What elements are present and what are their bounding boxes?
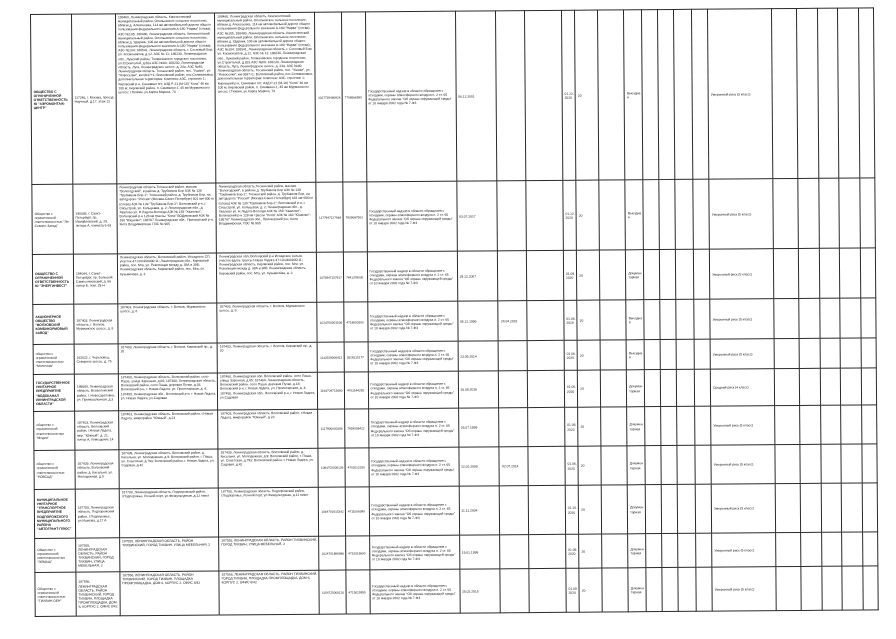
- cell-control-type: Государственный надзор в области обращения с отходами, охраны атмосферного воздуха п. 2 ст. 65 Федерального закона "Об охране окружающей среды" от 10 января 2002 года № 7-ФЗ: [367, 251, 457, 302]
- cell-start-date: 01.09.2020: [566, 568, 580, 612]
- cell-object-address: 188460, Ленинградская область, Кингисеппский муниципальный район, Опольевское сельское поселение, вблизи д. Алексеевка, 114 км автомобильной дороги общего пользования федерального значения А-180 "Нарва" (слева), АЗС №105, 188480, Ленинградская область, Кингисеппский муниципальный район, Опольевское сельское поселение, вблизи д. Ударник, 106 км автомобильной дороги общего пользования федерального значения А-180 "Нарва" (слева), АЗС №104; 188541, Ленинградская область, г. Сосновый Бор, ул. Космонавтов, д.12, АЗС № 11; 188230, Ленинградская обл., Лужский район, Толмачёвское городское поселение, ул.Строителей, д.82а АЗС №60; 188230, Ленинградская область, Луга, Ленинградское шоссе, д. 24а, АЗС №40; Ленинградская область, Тосненский район, пос. "Ушаки", ул. "Новоселки", км 0837+1; Волховский район, пос.Селивановка, дополнительная территория: Комплекс АЗС, строение 1; Кировский р-н, Синявино пгт, АЗД Р-21 (М-18) "Кола" 46 км 100 м; Кировский район, п. Синявино-1, 45 км Мурманского шоссе; г.Тихвин, ул.Карла Маркса, 74: [215, 12, 317, 183]
- cell-start-date: 01.09.2020: [566, 534, 580, 568]
- cell-inn: 3528215177: [344, 342, 368, 372]
- cell-prev-check: [498, 251, 527, 301]
- cell-empty: [599, 180, 626, 250]
- cell-days: 20: [579, 534, 602, 568]
- cell-empty: [600, 407, 627, 446]
- cell-empty: [771, 8, 798, 178]
- cell-reg-date: 23.05.2014: [458, 341, 499, 371]
- cell-empty: [838, 8, 860, 178]
- cell-name: ГОСУДАРСТВЕННОЕ УНИТАРНОЕ ПРЕДПРИЯТИЕ "ВОДОКАНАЛ ЛЕНИНГРАДСКОЙ ОБЛАСТИ": [33, 374, 74, 411]
- cell-empty: [602, 568, 629, 612]
- cell-empty: [862, 483, 878, 532]
- cell-empty: [597, 10, 625, 180]
- cell-form: Документарная: [627, 370, 645, 407]
- table-row: [34, 444, 877, 490]
- cell-empty: [858, 8, 875, 178]
- cell-empty: [660, 339, 677, 369]
- cell-actual-address: Ленинградская область,Тосненский район, массив "Вологодский", в районе д. Трубников Бор АЗК № 138 "Трубников Бор-1"; Тосненский район, д. Трубников Бор, на автодороге "Россия" (Москва-Санкт-Петербург) 601 км+800 м (слева) АЗК № 139 "Трубников Бор-2"; Волховский р-н, г. Сясьстрой, ул. Кольцевая, д. 2; Ленинградская обл., д. Хвалово ул. Н.Ладога-Вологда АЗК № 159 "Хвалово"; Волховский р-н 128 км трассы "Кола" ВОДиковский АЗК № 160 "Юшково"; 188767 Ленинградская обл., Приозерский р-н, Кюта Владимирская, ПЗС № 905: [117, 183, 217, 254]
- cell-empty: [797, 8, 819, 178]
- cell-empty: [840, 338, 861, 368]
- table-row: [32, 178, 876, 255]
- cell-empty: [839, 248, 860, 298]
- cell-empty: [643, 300, 660, 340]
- cell-empty: [660, 369, 677, 406]
- cell-start-date: 01.10.2020: [565, 485, 579, 534]
- cell-empty: [696, 567, 713, 611]
- cell-empty: [677, 369, 695, 406]
- cell-start-date: 01.12.2020: [561, 10, 576, 180]
- cell-object-address: 187403, Ленинградская область, Волховский район, г.Новая Ладога, микрорайон "Южный", д.23: [218, 409, 319, 449]
- cell-empty: [775, 532, 801, 566]
- cell-start-date: 01.06.2020: [564, 340, 578, 370]
- cell-empty: [676, 249, 694, 299]
- cell-empty: [526, 250, 563, 300]
- cell-empty: [675, 179, 693, 249]
- cell-prev-check: [499, 371, 528, 408]
- cell-empty: [775, 483, 801, 532]
- cell-empty: [599, 300, 626, 340]
- cell-control-type: Государственный надзор в области обращения с отходами, охраны атмосферного воздуха п. 2 ст. 65 Федерального закона "Об охране окружающей среды" от 10 января 2002 года № 7-ФЗ: [367, 301, 457, 342]
- cell-ogrn: 1024700001536: [317, 302, 344, 342]
- cell-inn: 7706566590: [341, 12, 366, 182]
- cell-empty: [529, 534, 566, 568]
- cell-empty: [861, 405, 877, 444]
- cell-empty: [693, 249, 710, 299]
- cell-actual-address: 188460, Ленинградская область, Кингисеппский муниципальный район, Опольевское сельское поселение, вблизи д. Алексеевка, 114 км автомобильной дороги общего пользования федерального значения А-180 "Нарва" (слева), АЗС №105; 188480, Ленинградская область, Кингисеппский муниципальный район, Опольевское сельское поселение, вблизи д. Ударник, 106 км автомобильной дороги общего пользования федерального значения А-180 "Нарва" (слева), АЗС №104; 188541, Ленинградская область, г. Сосновый Бор, ул. Космонавтов, д.12, АЗС № 11; 188230, Ленинградская обл., Лужский район, Толмачёвское городское поселение, ул.Строителей, д.82а АЗС №60; 188230, Ленинградская область, Луга, Ленинградское шоссе, д. 24а, АЗС №40; Ленинградская область, Тосненский район, пос. "Ушаки", ул. "Новоселки", км 0837+1; Волховский район, пос.Селивановка, дополнительная территория: Комплекс АЗС, строение 1; Кировский р-н, Синявино пгт, АЗД Р-21 (М-18) "Кола" 46 км 100 м; Кировский район, п. Синявино-1, 45 км Мурманского шоссе; г.Тихвин, ул.Карла Маркса, 74: [115, 13, 216, 184]
- cell-empty: [819, 298, 840, 338]
- table-row: [34, 405, 877, 451]
- cell-days: 20: [578, 446, 601, 485]
- cell-empty: [821, 483, 842, 532]
- cell-legal-address: 194044, г. Санкт-Петербург, пр. Большой Сампсониевский, д. 66 литер Б, пом. 29-Н: [73, 254, 117, 304]
- cell-prev-check: [496, 11, 526, 181]
- cell-name: ОБЩЕСТВО С ОГРАНИЧЕННОЙ ОТВЕТСТВЕННОСТЬЮ "АЭРОМОНТАЖ-ЦЕНТР": [31, 14, 73, 184]
- cell-ogrn: 1154725000120: [319, 570, 346, 614]
- cell-empty: [821, 566, 842, 610]
- cell-empty: [677, 445, 695, 484]
- cell-empty: [821, 532, 842, 566]
- cell-actual-address: 187460, Ленинградская область, Волховский район, село Паша, улица Заречная, д.65; 187460, Ленинградская область, Волховский район, село Паша, деревня Пучки, д.18; Волховский р-н, г. Новая Ладога, ул. Пролетарская, д. 4; 187450, Ленинградская обл., Волховский р-н, г. Новая Ладога, ул. Новая Ладога, ул.Садовая: [118, 373, 218, 411]
- cell-empty: [842, 566, 863, 610]
- cell-empty: [661, 406, 678, 445]
- cell-empty: [527, 340, 564, 370]
- cell-actual-address: 187439, Ленинградская область, Волховский район, д. Кисельня, ул. Молодежная, д.9; Волховский район, г. Паша, ул. Советская, д.79а; Волховский район, г. Новая Ладога, ул. Садовая, д.42: [119, 449, 219, 489]
- cell-actual-address: 187403, Ленинградская область, Волховский район, г.Новая Ладога, микрорайон "Южный", д.23: [119, 410, 219, 450]
- cell-empty: [820, 338, 841, 368]
- table-row: [35, 566, 878, 617]
- cell-empty: [645, 446, 662, 485]
- cell-ogrn: 1143528006412: [317, 342, 344, 372]
- cell-actual-address: 187555, ЛЕНИНГРАДСКАЯ ОБЛАСТЬ, РАЙОН ТИХВИНСКИЙ, ГОРОД ТИХВИН, УЛИЦА МЕБЕЛЬНАЯ, 2: [120, 537, 219, 572]
- cell-prev-check: [500, 569, 529, 613]
- cell-inn: 4715029955: [346, 570, 370, 614]
- cell-ogrn: 1075847157917: [317, 252, 344, 302]
- cell-empty: [801, 532, 822, 566]
- cell-empty: [674, 9, 693, 179]
- cell-risk: Умеренный риск (5 класс): [709, 179, 773, 249]
- cell-empty: [820, 444, 841, 483]
- cell-reg-date: 26.07.1999: [458, 408, 499, 447]
- cell-empty: [772, 178, 798, 248]
- cell-object-address: 187780, Ленинградская область, Подпорожский район, г.Подпорожье, Речной порт, ул.Физкультурная, д.12 пикет: [218, 487, 319, 537]
- cell-control-type: Государственный надзор в области обращения с отходами, охраны атмосферного воздуха п. 2 ст. 65 Федерального закона "Об охране окружающей среды" от 10 января 2002 года № 7-ФЗ: [368, 341, 458, 372]
- cell-empty: [660, 299, 677, 339]
- cell-empty: [773, 248, 799, 298]
- cell-empty: [694, 339, 711, 369]
- cell-object-address: 187556, ЛЕНИНГРАДСКАЯ ОБЛАСТЬ, РАЙОН ТИХВИНСКИЙ, ГОРОД ТИХВИН, ПЛОЩАДКА ПРОМПЛОЩАДКА, ДОМ 6, КОРПУС 2, ОФИС 8/42: [219, 570, 320, 615]
- cell-name: общество с ограниченной ответственностью "Медиа": [34, 411, 75, 450]
- cell-empty: [800, 444, 821, 483]
- cell-reg-date: 11.11.2004: [459, 486, 500, 535]
- cell-control-type: Государственный надзор в области обращения с отходами, охраны атмосферного воздуха п. 2 ст. 65 Федерального закона "Об охране окружающей среды" от 10 января 2002 года № 7-ФЗ: [368, 408, 458, 448]
- cell-legal-address: 117246, г. Москва, проезд Научный, д.17, этаж 12: [71, 14, 116, 184]
- cell-reg-date: 03.07.2017: [456, 181, 497, 251]
- cell-prev-check: 24.04.2015: [498, 301, 527, 341]
- cell-ogrn: 1117800000196: [318, 409, 345, 448]
- cell-inn: 7841378030: [343, 252, 367, 302]
- cell-days: 20: [577, 250, 600, 300]
- cell-empty: [840, 368, 861, 405]
- cell-empty: [862, 566, 878, 610]
- cell-days: 20: [576, 180, 599, 250]
- cell-start-date: 01.06.2020: [564, 300, 578, 340]
- cell-form: Выездная: [625, 180, 643, 250]
- cell-empty: [800, 405, 821, 444]
- cell-empty: [645, 534, 662, 568]
- inspection-plan-sheet: [30, 7, 879, 626]
- cell-empty: [774, 444, 800, 483]
- cell-reg-date: 06.12.2001: [455, 11, 497, 181]
- cell-reg-date: 12.02.2009: [458, 447, 499, 486]
- cell-inn: 4711006380: [345, 487, 369, 536]
- cell-empty: [695, 445, 712, 484]
- cell-empty: [800, 483, 821, 532]
- cell-empty: [528, 485, 565, 534]
- cell-object-address: 187555, ЛЕНИНГРАДСКАЯ ОБЛАСТЬ, РАЙОН ТИХВИНСКИЙ, ГОРОД ТИХВИН, УЛИЦА МЕБЕЛЬНАЯ, 2: [219, 536, 320, 571]
- cell-ogrn: 1024701899980: [319, 536, 346, 570]
- cell-prev-check: [500, 535, 529, 569]
- cell-empty: [820, 368, 841, 405]
- cell-form: Документарная: [626, 250, 644, 300]
- cell-risk: Умеренный риск (5 класс): [712, 567, 776, 611]
- cell-risk: Умеренный риск (5 класс): [710, 339, 774, 369]
- cell-risk: Умеренный риск (5 класс): [712, 533, 776, 567]
- cell-risk: Умеренный риск (5 класс): [711, 484, 775, 533]
- cell-start-date: 01.08.2020: [565, 407, 579, 446]
- cell-empty: [641, 10, 659, 180]
- cell-inn: 4702012200: [345, 448, 369, 487]
- cell-ogrn: 1094702000139: [318, 448, 345, 487]
- cell-empty: [659, 249, 676, 299]
- cell-empty: [694, 406, 711, 445]
- cell-empty: [529, 568, 566, 612]
- cell-empty: [678, 567, 696, 611]
- cell-name: Общество с ограниченной ответственностью "ЭЛМАШ": [35, 538, 76, 572]
- cell-empty: [601, 446, 628, 485]
- cell-form: Документарная: [627, 446, 645, 485]
- cell-empty: [601, 485, 628, 534]
- cell-legal-address: 187556, ЛЕНИНГРАДСКАЯ ОБЛАСТЬ, РАЙОН ТИХВИНСКИЙ, ГОРОД ТИХВИН, ПЛОЩАДКА ПРОМПЛОЩАДКА, ДОМ 6, КОРПУС 2, ОФИС 8/42: [76, 572, 120, 616]
- cell-empty: [819, 248, 840, 298]
- cell-control-type: Государственный надзор в области обращения с отходами, охраны атмосферного воздуха п. 2 ст. 65 Федерального закона "Об охране окружающей среды" от 10 января 2002 года № 7-ФЗ: [369, 569, 459, 614]
- table-row: [32, 248, 875, 305]
- cell-empty: [774, 338, 800, 368]
- cell-reg-date: 05.12.1996: [457, 301, 498, 341]
- cell-empty: [659, 179, 676, 249]
- cell-legal-address: 187780, Ленинградская область, Подпорожский район, г.Подпорожье, ул.Исакова, д.17 А: [75, 489, 119, 538]
- cell-start-date: 01.06.2020: [565, 446, 579, 485]
- table-row: [34, 483, 877, 539]
- cell-prev-check: [500, 486, 529, 535]
- cell-object-address: 187460, Ленинградская обл, Волховский район, село Паша, улица Заречная, д.65; 187460, Ленинградская область, Волховский район, село Паша, деревня Пучки, д.18; Волховский р-н, г. Новая Ладога, ул. Пролетарская, д. 4; 187450, Ленинградская обл., Волховский р-н, г. Новая Ладога, ул.Садовая: [217, 372, 318, 410]
- cell-start-date: 01.09.2020: [563, 250, 577, 300]
- cell-risk: Умеренный риск (5 класс): [711, 406, 775, 445]
- cell-empty: [820, 405, 841, 444]
- cell-inn: 7818009422: [345, 409, 369, 448]
- cell-empty: [799, 368, 820, 405]
- cell-empty: [694, 369, 711, 406]
- cell-empty: [645, 485, 662, 534]
- cell-control-type: Государственный надзор в области обращения с отходами, охраны атмосферного воздуха п. 2 ст. 65 Федерального закона "Об охране окружающей среды" от 10 января 2002 года № 7-ФЗ: [368, 447, 458, 487]
- cell-ogrn: 1177847127964: [316, 182, 343, 252]
- cell-empty: [600, 340, 627, 370]
- cell-prev-check: [497, 181, 526, 251]
- cell-inn: 4715019600: [346, 536, 370, 570]
- cell-risk: Умеренный риск (5 класс): [710, 249, 774, 299]
- cell-empty: [662, 533, 679, 567]
- cell-days: 20: [577, 300, 600, 340]
- cell-empty: [677, 406, 695, 445]
- cell-empty: [691, 9, 709, 179]
- cell-empty: [799, 298, 820, 338]
- cell-control-type: Государственный надзор в области обращения с отходами, охраны атмосферного воздуха п. 2 ст. 65 Федерального закона "Об охране окружающей среды" от 10 января 2002 года № 7-ФЗ: [368, 371, 458, 409]
- cell-empty: [661, 445, 678, 484]
- cell-days: 20: [577, 340, 600, 370]
- cell-risk: Умеренный риск (5 класс): [710, 299, 774, 339]
- cell-control-type: Государственный надзор в области обращения с отходами, охраны атмосферного воздуха п. 2 ст. 65 Федерального закона "Об охране окружающей среды" от 10 января 2002 года № 7-ФЗ: [369, 486, 459, 536]
- cell-empty: [774, 368, 800, 405]
- cell-empty: [662, 567, 679, 611]
- cell-empty: [842, 532, 863, 566]
- cell-empty: [861, 368, 877, 405]
- cell-legal-address: 188684, Ленинградская область, Всеволожский район, г. Новосаратовка, ул. Промышленная, д.3: [74, 374, 118, 411]
- cell-name: АКЦИОНЕРНОЕ ОБЩЕСТВО "ВОЛХОВСКИЙ КОМБИКОРМОВЫЙ ЗАВОД": [33, 304, 74, 344]
- cell-empty: [694, 299, 711, 339]
- cell-reg-date: 25.02.2015: [459, 569, 500, 613]
- cell-ogrn: 1027739460824: [315, 12, 343, 182]
- cell-reg-date: 29.12.2007: [457, 251, 498, 301]
- cell-object-address: 187403, Ленинградская область, г. Волхов, Кировский пр., д. 20: [217, 342, 317, 373]
- cell-empty: [693, 179, 710, 249]
- cell-name: Общество с ограниченной ответственностью "ТИХВИН ОЕН": [35, 572, 76, 616]
- cell-prev-check: [499, 341, 528, 371]
- cell-start-date: 01.12.2020: [563, 180, 577, 250]
- cell-empty: [678, 484, 696, 533]
- cell-empty: [644, 407, 661, 446]
- cell-control-type: Государственный надзор в области обращения с отходами, охраны атмосферного воздуха п. 2 ст. 65 Федерального закона "Об охране окружающей среды" от 10 января 2002 года № 7-ФЗ: [369, 535, 459, 570]
- cell-empty: [643, 180, 660, 250]
- cell-reg-date: 26.09.2016: [458, 371, 499, 408]
- cell-form: Выездная: [626, 340, 644, 370]
- cell-empty: [676, 339, 694, 369]
- cell-form: Документарная: [628, 534, 646, 568]
- cell-empty: [862, 532, 878, 566]
- cell-empty: [528, 446, 565, 485]
- cell-ogrn: 1044701615342: [319, 487, 346, 536]
- cell-start-date: 01.06.2020: [564, 370, 578, 407]
- cell-empty: [861, 338, 877, 368]
- cell-empty: [840, 298, 861, 338]
- cell-actual-address: 187403, Ленинградская область, г. Волхов, Кировский пр., д. 20: [118, 343, 217, 374]
- cell-empty: [661, 484, 678, 533]
- cell-days: 20: [579, 568, 602, 612]
- cell-name: МУНИЦИПАЛЬНОЕ УНИТАРНОЕ "ТРАНСПОРТНОЕ ПРЕДПРИЯТИЕ ПОДПОРОЖСКОГО МУНИЦИПАЛЬНОГО РАЙОНА "АВТОГРАНТ-ПЛЮС": [34, 489, 75, 538]
- cell-form: Документарная: [628, 485, 646, 534]
- cell-empty: [860, 298, 876, 338]
- cell-empty: [676, 299, 694, 339]
- cell-form: Документарная: [628, 568, 646, 612]
- cell-actual-address: 187403, Ленинградская область, г. Волхов, Мурманское шоссе, д. 8: [118, 303, 218, 344]
- cell-empty: [841, 444, 862, 483]
- cell-legal-address: 187555, ЛЕНИНГРАДСКАЯ ОБЛАСТЬ, РАЙОН ТИХВИНСКИЙ, ГОРОД ТИХВИН, УЛИЦА МЕБЕЛЬНАЯ, 2: [76, 538, 120, 572]
- cell-risk: Средний риск (4 класс): [710, 369, 774, 406]
- cell-actual-address: 187700, Ленинградская область, Подпорожский район, г.Подпорожье, Речной порт, ул.Физкультурная, д.12 пикет: [119, 488, 219, 538]
- cell-control-type: Государственный надзор в области обращения с отходами, охраны атмосферного воздуха п. 2 ст. 65 Федерального закона "Об охране окружающей среды" от 10 января 2002 года № 7-ФЗ: [366, 181, 457, 252]
- cell-empty: [600, 370, 627, 407]
- cell-inn: 4718000303: [344, 302, 368, 342]
- cell-empty: [841, 483, 862, 532]
- cell-empty: [525, 10, 563, 180]
- table-row: [33, 298, 876, 345]
- cell-empty: [861, 444, 877, 483]
- cell-object-address: 187439, Ленинградская область, Волховский район, д. Кисельня, ул. Молодежная, д.9; Волховский район, г. Паша, ул. Советская, д.79а; Волховский район, г. Новая Ладога, ул. Садовая, д.42: [218, 448, 319, 488]
- cell-empty: [528, 407, 565, 446]
- cell-empty: [859, 178, 875, 248]
- cell-name: Общество с ограниченной ответственностью "Лп-Северо-Запад": [32, 184, 73, 254]
- cell-risk: Умеренный риск (5 класс): [711, 445, 775, 484]
- cell-empty: [658, 9, 676, 179]
- cell-empty: [678, 533, 696, 567]
- cell-empty: [775, 566, 801, 610]
- table-row: [31, 8, 875, 185]
- cell-empty: [818, 178, 839, 248]
- cell-empty: [799, 248, 820, 298]
- cell-name: общество с ограниченной ответственностью "Молочник": [33, 344, 74, 374]
- cell-empty: [526, 180, 563, 250]
- cell-empty: [801, 566, 822, 610]
- cell-empty: [774, 405, 800, 444]
- cell-object-address: 187403, Ленинградская область, г. Волхов, Мурманское шоссе, д. 8: [217, 302, 318, 343]
- cell-empty: [798, 178, 819, 248]
- scan-mark: [112, 10, 114, 12]
- cell-empty: [695, 484, 712, 533]
- cell-days: 20: [575, 10, 599, 180]
- cell-legal-address: 190005, г. Санкт-Петербург, пр. Измайловский, д. 29, литера А, комната 6-63: [73, 184, 118, 254]
- cell-prev-check: [499, 408, 528, 447]
- cell-prev-check: 02.07.2014: [499, 447, 528, 486]
- cell-days: 20: [578, 407, 601, 446]
- cell-empty: [599, 250, 626, 300]
- cell-form: Выездная: [626, 300, 644, 340]
- cell-empty: [695, 533, 712, 567]
- cell-empty: [644, 340, 661, 370]
- cell-days: 20: [578, 370, 601, 407]
- cell-inn: 7839087503: [343, 182, 367, 252]
- cell-empty: [643, 250, 660, 300]
- cell-empty: [860, 248, 876, 298]
- cell-empty: [527, 370, 564, 407]
- cell-empty: [841, 405, 862, 444]
- inspection-plan-table: [30, 7, 879, 617]
- cell-reg-date: 19.01.1999: [459, 535, 500, 569]
- cell-empty: [527, 300, 564, 340]
- cell-inn: 4703144282: [344, 372, 368, 409]
- cell-empty: [646, 568, 663, 612]
- cell-empty: [839, 178, 860, 248]
- cell-empty: [601, 534, 628, 568]
- cell-actual-address: 187556, ЛЕНИНГРАДСКАЯ ОБЛАСТЬ, РАЙОН ТИХВИНСКИЙ, ГОРОД ТИХВИН, ПЛОЩАДКА ПРОМПЛОЩАДКА, ДОМ 6, КОРПУС 2, ОФИС 8/42: [120, 571, 220, 616]
- cell-empty: [817, 8, 839, 178]
- cell-empty: [644, 370, 661, 407]
- cell-object-address: Ленинградская область,Тосненский район, массив "Вологодский", в районе д. Трубников Бор АЗК № 138 "Трубников Бор-1"; Тосненский район, д. Трубников Бор, на автодороге "Россия" (Москва-Санкт-Петербург) 601 км+800 м (слева) АЗК № 139 "Трубников Бор-2"; Волховский р-н, г. Сясьстрой, ул. Кольцевая, д. 2; Ленинградская обл., д. Хвалово ул. Н.Ладога-Вологда АЗК № 159 "Хвалово"; Волховский р-н 128 км трассы "Кола" АЗК № 160 "Юшково"; 188767 Ленинградская обл., Приозерский р-н, Кюта Владимирская, ПЗС № 905: [216, 182, 317, 253]
- cell-legal-address: 187439, Ленинградская область, Волховский район, д. Кисельня, ул. Молодежная, д.9: [75, 450, 119, 489]
- cell-risk: Умеренный риск (5 класс): [708, 9, 773, 179]
- cell-name: общество с ограниченной ответственностью "РОВСАД": [34, 450, 75, 489]
- cell-legal-address: 187403, Ленинградская область, г. Волхов, Мурманское шоссе, д. 8: [74, 304, 118, 344]
- cell-form: Документарная: [627, 407, 645, 446]
- cell-form: Выездная: [624, 10, 643, 180]
- cell-legal-address: 162622, г. Череповец, Северное шоссе, д. 75: [74, 344, 118, 374]
- cell-actual-address: Ленинградская область, Волховский район, Иссадское СП, участок 47:10:0300000:11; Ленинградская обл., Кировский район, пос. Мга, ул. Революции между д. 38А и 38Б; Ленинградская область, Кировский район, пос. Мга, ул. Кузьмичёва, д. 3: [117, 253, 217, 304]
- cell-empty: [799, 338, 820, 368]
- cell-empty: [773, 298, 799, 338]
- cell-legal-address: 187403, Ленинградская область, Волховский район, г.Новая Ладога, мкр. "Южный", д. 21, литер А, помещение 14: [75, 411, 119, 450]
- cell-name: ОБЩЕСТВО С ОГРАНИЧЕННОЙ ОТВЕТСТВЕННОСТЬЮ "ЭНЕРГИНВЕСТ": [32, 254, 73, 304]
- cell-object-address: Ленинградская обл, Волховский р-н Иссадское сельск. участок вдоль трассы Новая Ладога 47:10:0300000:11; Ленинградская область, Кировский район, пос. Мга, ул. Революции между д. 38А и 38Б; Ленинградская область, Кировский район, пос. Мга, ул. Кузьмичёва, д. 3: [217, 252, 318, 303]
- cell-ogrn: 1164704715690: [318, 372, 345, 409]
- cell-days: 20: [578, 485, 601, 534]
- cell-control-type: Государственный надзор в области обращения с отходами, охраны атмосферного воздуха п. 2 ст. 65 Федерального закона "Об охране окружающей среды" от 10 января 2002 года № 7-ФЗ: [365, 11, 456, 182]
